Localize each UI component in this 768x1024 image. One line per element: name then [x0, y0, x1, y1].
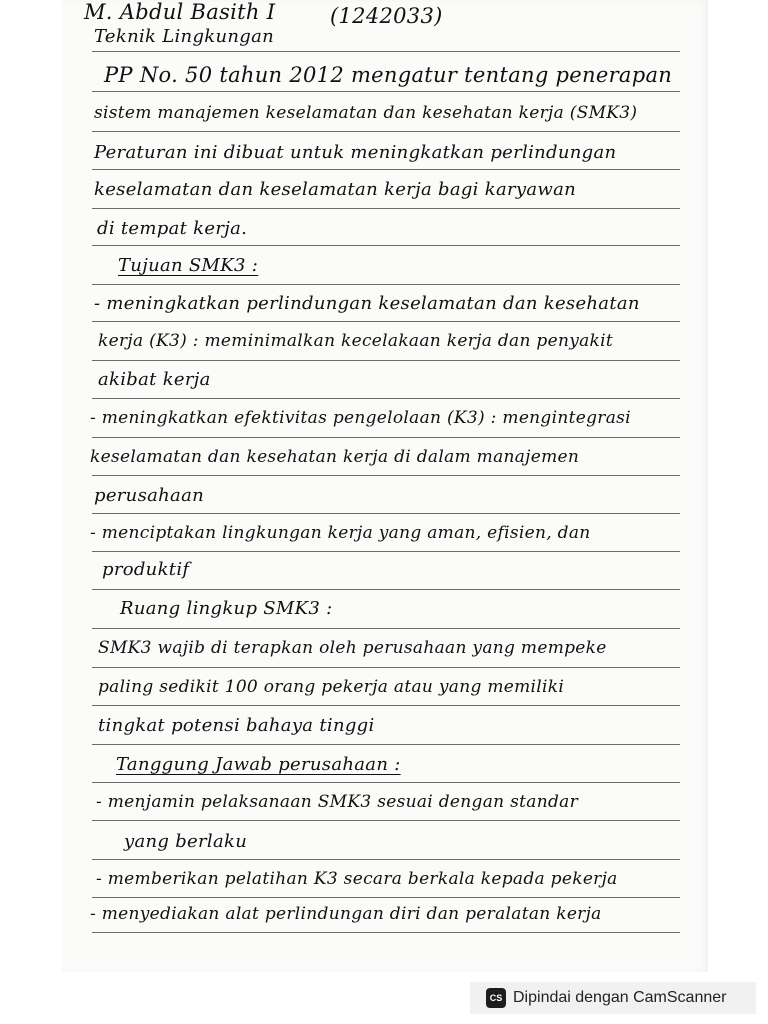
- ruled-line: [92, 820, 680, 821]
- text-line: - meningkatkan efektivitas pengelolaan (K3) : mengintegrasi: [90, 408, 631, 428]
- ruled-line: [92, 551, 680, 552]
- ruled-line: [92, 284, 680, 285]
- text-line: produktif: [102, 559, 190, 580]
- section-heading: Tujuan SMK3 :: [118, 255, 259, 276]
- ruled-line: [92, 131, 680, 132]
- text-line: tingkat potensi bahaya tinggi: [98, 715, 375, 736]
- text-line: - menjamin pelaksanaan SMK3 sesuai dengan standar: [96, 792, 578, 812]
- ruled-line: [92, 360, 680, 361]
- ruled-line: [92, 744, 680, 745]
- ruled-line: [92, 897, 680, 898]
- ruled-line: [92, 782, 680, 783]
- camscanner-badge: [470, 982, 756, 1014]
- text-line: di tempat kerja.: [97, 218, 248, 239]
- text-line: Peraturan ini dibuat untuk meningkatkan perlindungan: [94, 142, 617, 163]
- section-heading: Ruang lingkup SMK3 :: [120, 598, 333, 619]
- text-line: perusahaan: [94, 485, 204, 506]
- camscanner-text: Dipindai dengan CamScanner: [513, 989, 727, 1006]
- student-id: (1242033): [330, 4, 443, 28]
- ruled-line: [92, 91, 680, 92]
- ruled-line: [92, 513, 680, 514]
- ruled-line: [92, 705, 680, 706]
- ruled-line: [92, 208, 680, 209]
- ruled-line: [92, 628, 680, 629]
- ruled-line: [92, 437, 680, 438]
- author-name: M. Abdul Basith I: [84, 0, 276, 24]
- department: Teknik Lingkungan: [94, 26, 275, 47]
- ruled-line: [92, 932, 680, 933]
- text-line: yang berlaku: [124, 831, 248, 852]
- text-line: PP No. 50 tahun 2012 mengatur tentang penerapan: [104, 63, 673, 87]
- ruled-line: [92, 398, 680, 399]
- ruled-line: [92, 589, 680, 590]
- camscanner-logo-icon: CS: [486, 988, 506, 1008]
- text-line: - menyediakan alat perlindungan diri dan peralatan kerja: [90, 904, 602, 924]
- text-line: - menciptakan lingkungan kerja yang aman, efisien, dan: [90, 523, 591, 543]
- ruled-line: [92, 245, 680, 246]
- text-line: keselamatan dan kesehatan kerja di dalam manajemen: [90, 447, 580, 467]
- section-heading: Tanggung Jawab perusahaan :: [116, 754, 401, 775]
- ruled-line: [92, 169, 680, 170]
- text-line: akibat kerja: [98, 369, 211, 390]
- text-line: - memberikan pelatihan K3 secara berkala kepada pekerja: [96, 869, 618, 889]
- text-line: paling sedikit 100 orang pekerja atau yang memiliki: [98, 677, 565, 697]
- ruled-line: [92, 667, 680, 668]
- text-line: kerja (K3) : meminimalkan kecelakaan kerja dan penyakit: [98, 331, 614, 351]
- text-line: SMK3 wajib di terapkan oleh perusahaan yang mempeke: [98, 638, 607, 658]
- text-line: - meningkatkan perlindungan keselamatan dan kesehatan: [94, 293, 640, 314]
- text-line: sistem manajemen keselamatan dan kesehatan kerja (SMK3): [94, 103, 638, 123]
- ruled-line: [92, 321, 680, 322]
- ruled-line: [92, 475, 680, 476]
- ruled-line: [92, 51, 680, 52]
- ruled-line: [92, 859, 680, 860]
- text-line: keselamatan dan keselamatan kerja bagi karyawan: [94, 179, 577, 200]
